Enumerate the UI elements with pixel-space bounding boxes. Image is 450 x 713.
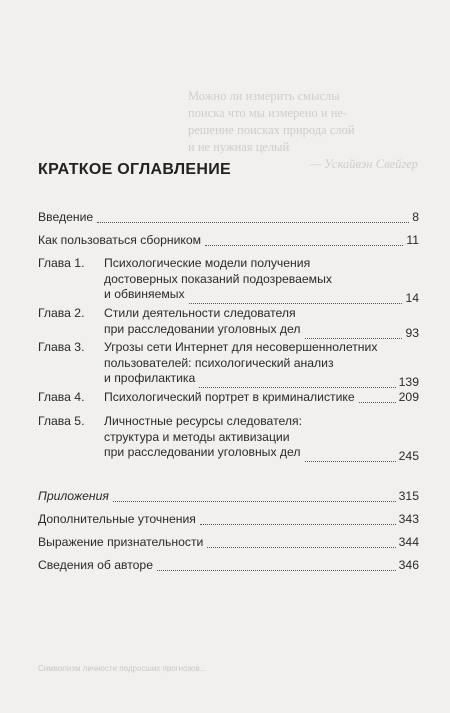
toc-chapter-number: Глава 5. bbox=[38, 414, 85, 428]
toc-page-number: 245 bbox=[398, 449, 419, 463]
toc-entry-title: Угрозы сети Интернет для несовершеннолетних bbox=[104, 340, 378, 354]
dotted-leader bbox=[113, 501, 396, 502]
toc-page-number: 209 bbox=[398, 390, 419, 404]
dotted-leader bbox=[189, 303, 403, 304]
page-title: КРАТКОЕ ОГЛАВЛЕНИЕ bbox=[38, 161, 231, 178]
toc-entry-title: Введение bbox=[38, 210, 94, 224]
toc-page-number: 343 bbox=[398, 512, 419, 526]
dotted-leader bbox=[207, 547, 395, 548]
dotted-leader bbox=[359, 402, 396, 403]
toc-page-number: 14 bbox=[405, 291, 419, 305]
toc-chapter-number: Глава 1. bbox=[38, 256, 85, 270]
toc-entry-title: при расследовании уголовных дел bbox=[104, 321, 301, 336]
dotted-leader bbox=[97, 222, 409, 223]
bleed-line: решение поисках природа слой bbox=[188, 123, 355, 137]
dotted-leader bbox=[157, 570, 396, 571]
footer-bleed-text: Символизм личности подросших прогнозов... bbox=[38, 664, 207, 673]
toc-entry-title: достоверных показаний подозреваемых bbox=[104, 271, 332, 286]
bleed-line: поиска что мы измерено и не- bbox=[188, 106, 348, 120]
toc-entry-title: Личностные ресурсы следователя: bbox=[104, 414, 302, 428]
toc-entry-title: при расследовании уголовных дел bbox=[104, 445, 301, 459]
toc-entry-title: Психологический портрет в криминалистике bbox=[104, 390, 355, 404]
toc-page-number: 139 bbox=[398, 375, 419, 389]
toc-page-number: 315 bbox=[398, 489, 419, 503]
toc-chapter-number: Глава 2. bbox=[38, 306, 85, 320]
bleed-signature: — Ускайвэн Свейгер bbox=[309, 157, 418, 171]
toc-page-number: 8 bbox=[412, 210, 419, 224]
bleed-line: и не нужная целый bbox=[188, 140, 290, 154]
toc-entry-title: Как пользоваться сборником bbox=[38, 233, 202, 247]
toc-entry-title: Приложения bbox=[38, 489, 109, 503]
dotted-leader bbox=[199, 387, 395, 388]
dotted-leader bbox=[200, 524, 396, 525]
toc-entry-title: Психологические модели получения bbox=[104, 256, 311, 270]
toc-chapter-number: Глава 3. bbox=[38, 340, 85, 354]
dotted-leader bbox=[305, 461, 396, 462]
toc-entry-title: и профилактика bbox=[104, 371, 196, 385]
toc-entry-title: Стили деятельности следователя bbox=[104, 306, 296, 320]
toc-entry-title: и обвиняемых bbox=[104, 287, 185, 301]
toc-page-number: 11 bbox=[406, 233, 419, 247]
toc-entry-title: Выражение признательности bbox=[38, 535, 204, 549]
dotted-leader bbox=[205, 245, 403, 246]
toc-entry-title: структура и методы активизации bbox=[104, 429, 290, 444]
dotted-leader bbox=[305, 338, 403, 339]
toc-page-number: 346 bbox=[398, 558, 419, 572]
toc-entry-title: Дополнительные уточнения bbox=[38, 512, 196, 526]
toc-chapter-number: Глава 4. bbox=[38, 390, 85, 404]
toc-entry-title: Сведения об авторе bbox=[38, 558, 153, 572]
toc-entry-title: пользователей: психологический анализ bbox=[104, 355, 334, 370]
toc-page-number: 344 bbox=[398, 535, 419, 549]
toc-page-number: 93 bbox=[405, 325, 419, 340]
bleed-line: Можно ли измерить смыслы bbox=[188, 89, 340, 103]
